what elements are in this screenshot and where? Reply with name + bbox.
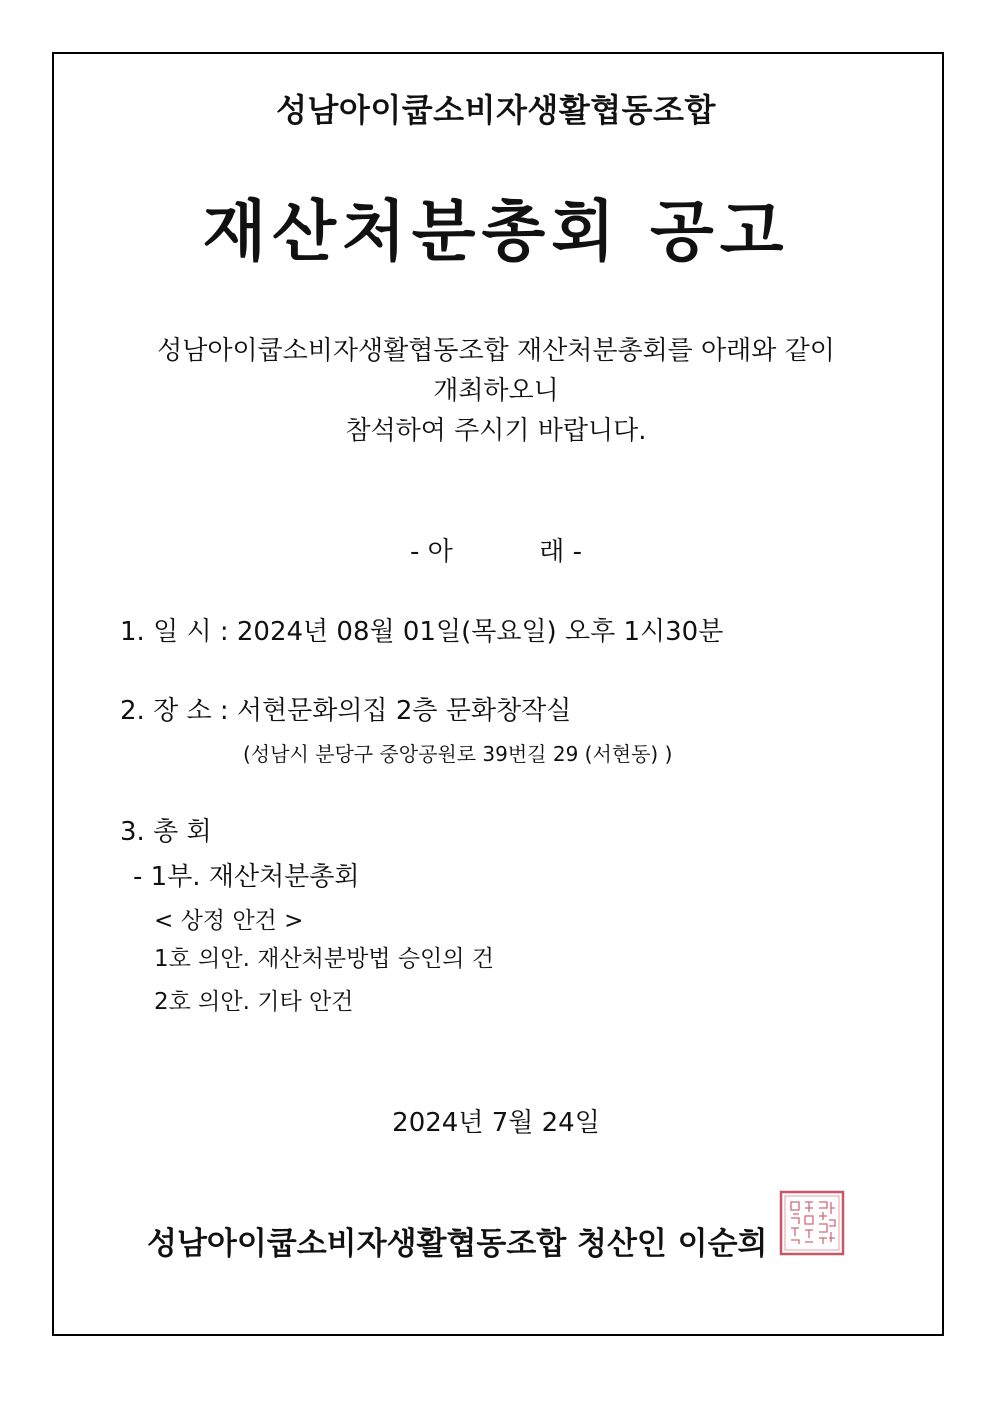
below-heading-left: - 아	[409, 537, 453, 567]
notice-date: 2024년 7월 24일	[392, 1108, 600, 1138]
item-address: (성남시 분당구 중앙공원로 39번길 29 (서현동) )	[243, 742, 673, 766]
agenda-heading: < 상정 안건 >	[154, 908, 304, 934]
intro-line-2: 개최하오니	[433, 376, 559, 406]
agenda-item-1: 1호 의안. 재산처분방법 승인의 건	[154, 946, 495, 972]
item-place: 2. 장 소 : 서현문화의집 2층 문화창작실	[120, 696, 572, 726]
organization-name: 성남아이쿱소비자생활협동조합	[276, 91, 716, 129]
below-heading-right: 래 -	[539, 537, 583, 567]
below-heading	[0, 531, 992, 568]
notice-title: 재산처분총회 공고	[202, 193, 790, 270]
intro-line-3: 참석하여 주시기 바랍니다.	[345, 416, 647, 446]
intro-line-1: 성남아이쿱소비자생활협동조합 재산처분총회를 아래와 같이	[157, 336, 835, 366]
official-seal-stamp	[779, 1190, 845, 1256]
agenda-item-2: 2호 의안. 기타 안건	[154, 989, 354, 1015]
assembly-part: - 1부. 재산처분총회	[133, 862, 360, 892]
signature-line: 성남아이쿱소비자생활협동조합 청산인 이순희	[147, 1226, 768, 1262]
item-datetime: 1. 일 시 : 2024년 08월 01일(목요일) 오후 1시30분	[120, 617, 724, 647]
item-assembly: 3. 총 회	[120, 817, 212, 847]
